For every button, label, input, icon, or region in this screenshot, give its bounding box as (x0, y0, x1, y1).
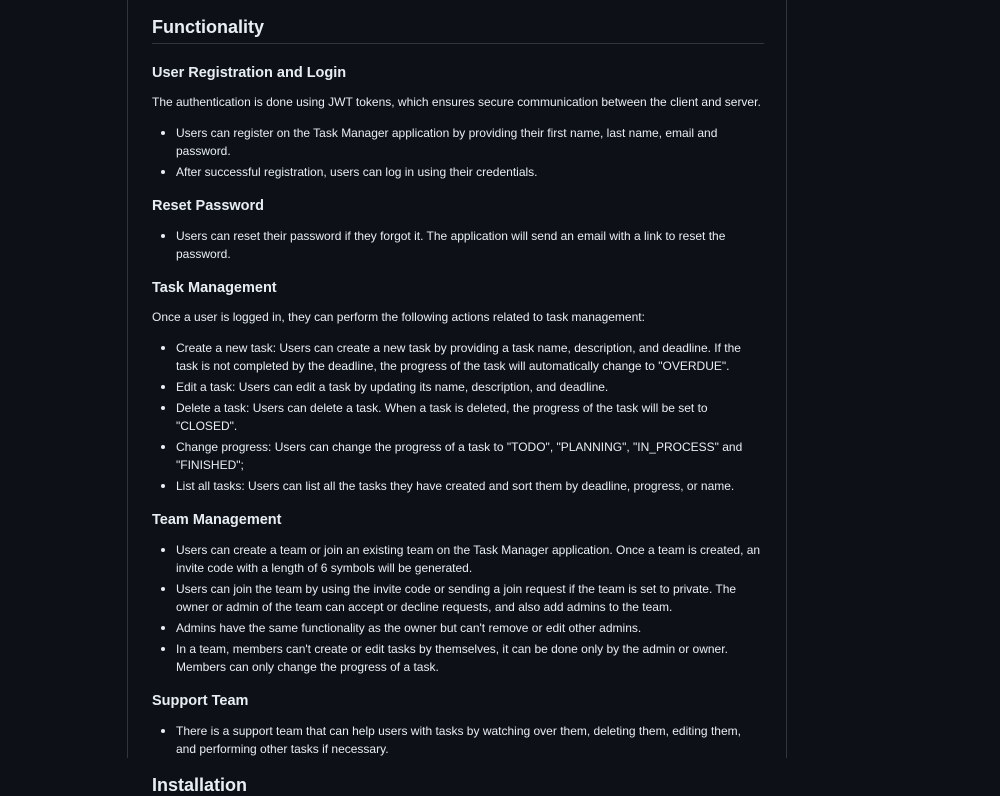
section-user-registration (152, 64, 764, 181)
installation-heading: Installation (152, 775, 248, 795)
section-heading: Support Team (152, 693, 249, 709)
list-item: List all tasks: Users can list all the tasks they have created and sort them by deadline, progress, or name. (176, 477, 764, 495)
section-heading: Task Management (152, 280, 277, 296)
section-reset-password (152, 197, 764, 263)
section-task-management (152, 279, 764, 495)
list-item: Users can reset their password if they forgot it. The application will send an email with a link to reset the password. (176, 227, 764, 263)
section-intro: The authentication is done using JWT tokens, which ensures secure communication between the client and server. (152, 95, 761, 109)
bullet-list (152, 722, 764, 758)
list-item: Users can create a team or join an existing team on the Task Manager application. Once a team is created, an invite code with a length of 6 symbols will be generated. (176, 541, 764, 577)
list-item: Create a new task: Users can create a new task by providing a task name, description, and deadline. If the task is not completed by the deadline, the progress of the task will automatically change to "OVERDUE". (176, 339, 764, 375)
section-intro: Once a user is logged in, they can perform the following actions related to task management: (152, 310, 645, 324)
bullet-list (152, 339, 764, 495)
bullet-list (152, 124, 764, 181)
list-item: Delete a task: Users can delete a task. When a task is deleted, the progress of the task will be set to "CLOSED". (176, 399, 764, 435)
list-item: Users can register on the Task Manager application by providing their first name, last name, email and password. (176, 124, 764, 160)
bullet-list (152, 227, 764, 263)
section-team-management (152, 511, 764, 676)
section-support-team (152, 692, 764, 758)
list-item: There is a support team that can help users with tasks by watching over them, deleting them, editing them, and performing other tasks if necessary. (176, 722, 764, 758)
list-item: Users can join the team by using the invite code or sending a join request if the team is set to private. The owner or admin of the team can accept or decline requests, and also add admins to the team. (176, 580, 764, 616)
functionality-heading: Functionality (152, 16, 764, 44)
list-item: Edit a task: Users can edit a task by updating its name, description, and deadline. (176, 378, 764, 396)
readme-content (152, 16, 764, 796)
readme-container (127, 0, 787, 795)
section-heading: User Registration and Login (152, 65, 347, 81)
list-item: Change progress: Users can change the progress of a task to "TODO", "PLANNING", "IN_PROCESS" and "FINISHED"; (176, 438, 764, 474)
list-item: Admins have the same functionality as the owner but can't remove or edit other admins. (176, 619, 764, 637)
list-item: After successful registration, users can log in using their credentials. (176, 163, 764, 181)
bullet-list (152, 541, 764, 676)
section-heading: Team Management (152, 512, 282, 528)
section-heading: Reset Password (152, 198, 265, 214)
list-item: In a team, members can't create or edit tasks by themselves, it can be done only by the admin or owner. Members can only change the progress of a task. (176, 640, 764, 676)
